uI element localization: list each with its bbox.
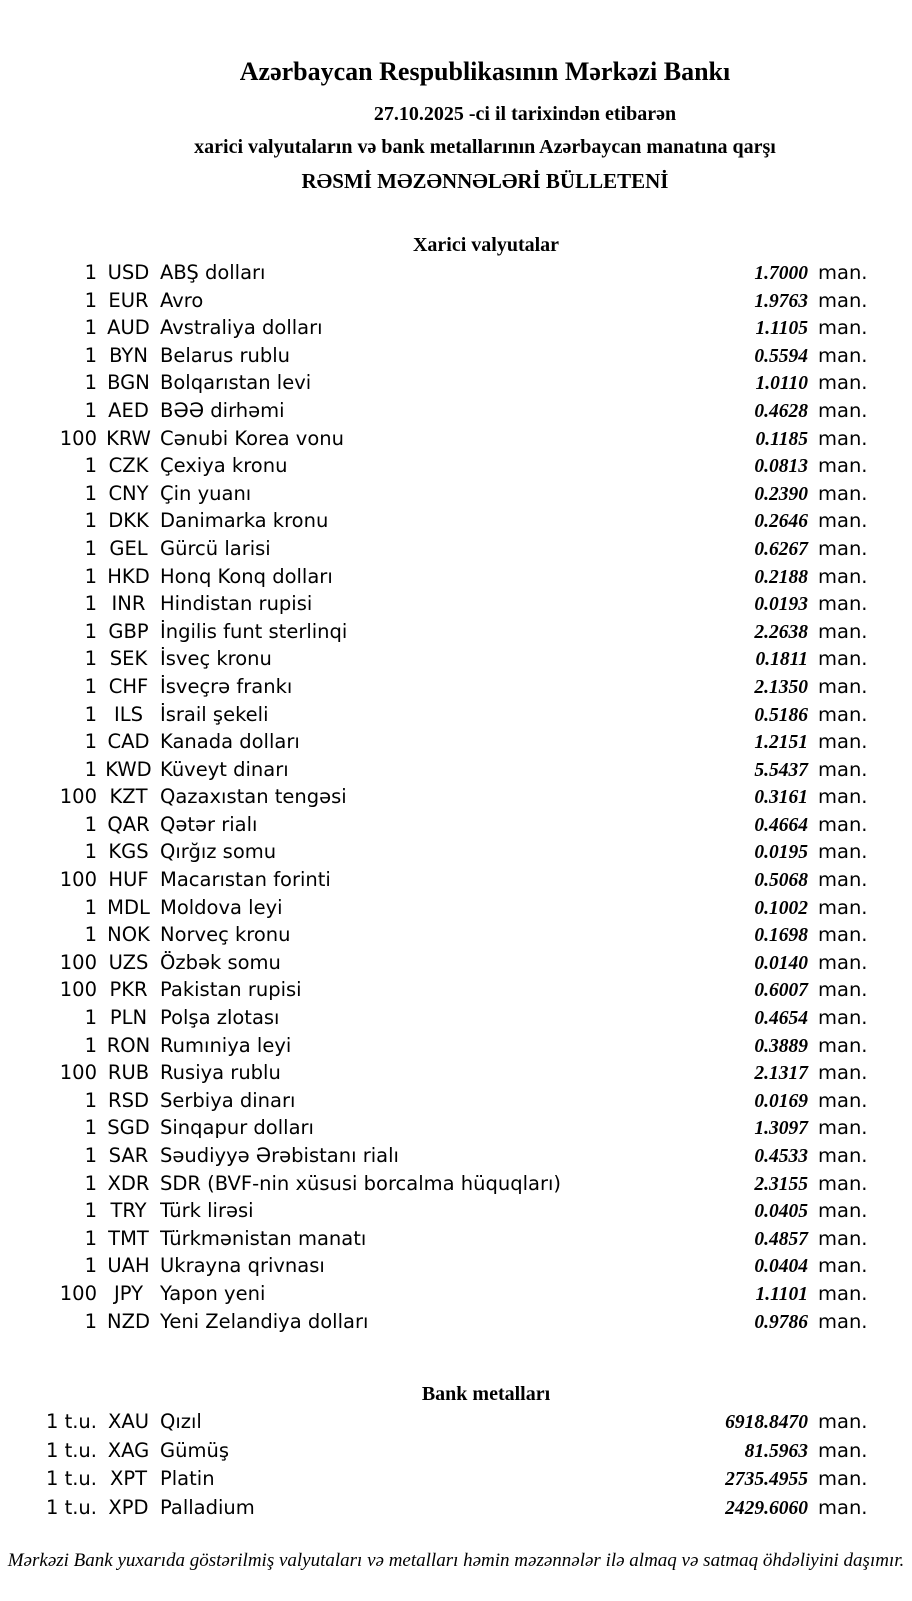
quantity-cell: 1 — [84, 923, 97, 947]
currency-row — [0, 811, 878, 839]
currency-row — [0, 1280, 878, 1308]
unit-cell: man. — [818, 702, 868, 726]
code-cell: XAG — [107, 1438, 150, 1462]
unit-cell: man. — [818, 1438, 868, 1462]
rate-cell: 0.4654 — [754, 1008, 808, 1030]
currency-row — [0, 976, 878, 1004]
rate-cell: 0.0193 — [754, 594, 808, 616]
unit-cell: man. — [818, 371, 868, 395]
quantity-cell: 1 t.u. — [45, 1467, 97, 1491]
quantity-cell: 1 t.u. — [45, 1495, 97, 1519]
metals-table — [0, 1408, 878, 1522]
currency-row — [0, 673, 878, 701]
name-cell: Türk lirəsi — [160, 1199, 254, 1223]
currency-row — [0, 618, 878, 646]
code-cell: TMT — [108, 1226, 149, 1250]
code-cell: PKR — [109, 978, 148, 1002]
code-cell: XPT — [109, 1467, 148, 1491]
name-cell: Pakistan rupisi — [160, 978, 302, 1002]
code-cell: XPD — [108, 1495, 149, 1519]
name-cell: Gümüş — [160, 1438, 229, 1462]
rate-cell: 0.2390 — [754, 483, 808, 505]
currency-row — [0, 783, 878, 811]
quantity-cell: 1 — [84, 1199, 97, 1223]
currency-row — [0, 425, 878, 453]
code-cell: SGD — [107, 1116, 150, 1140]
currency-row — [0, 397, 878, 425]
name-cell: Ukrayna qrivnası — [160, 1254, 325, 1278]
code-cell: CHF — [108, 674, 149, 698]
rate-cell: 5.5437 — [754, 759, 808, 781]
quantity-cell: 1 — [84, 1144, 97, 1167]
currency-row — [0, 535, 878, 563]
code-cell: XDR — [107, 1171, 150, 1195]
currency-row — [0, 452, 878, 480]
unit-cell: man. — [818, 1410, 868, 1434]
quantity-cell: 100 — [59, 426, 97, 450]
currency-row — [0, 1087, 878, 1115]
code-cell: CAD — [107, 730, 150, 754]
unit-cell: man. — [818, 1254, 868, 1278]
code-cell: GEL — [109, 536, 148, 560]
rate-cell: 81.5963 — [744, 1440, 808, 1462]
unit-cell: man. — [818, 288, 868, 312]
currency-row — [0, 838, 878, 866]
rate-cell: 0.2646 — [754, 511, 808, 533]
name-cell: İsveçrə frankı — [160, 674, 293, 698]
quantity-cell: 1 — [84, 371, 97, 395]
name-cell: Norveç kronu — [160, 923, 291, 947]
code-cell: BYN — [109, 343, 148, 367]
quantity-cell: 1 — [84, 812, 97, 836]
name-cell: Belarus rublu — [160, 343, 291, 367]
code-cell: NZD — [107, 1309, 150, 1333]
name-cell: İsrail şekeli — [160, 702, 269, 726]
unit-cell: man. — [818, 868, 868, 892]
currency-row — [0, 287, 878, 315]
quantity-cell: 100 — [59, 868, 97, 892]
rate-cell: 0.0813 — [754, 456, 808, 478]
unit-cell: man. — [818, 785, 868, 809]
rate-cell: 2.3155 — [754, 1173, 808, 1195]
code-cell: QAR — [107, 812, 150, 836]
quantity-cell: 1 — [84, 343, 97, 367]
code-cell: HKD — [107, 564, 150, 588]
name-cell: Hindistan rupisi — [160, 592, 313, 616]
quantity-cell: 100 — [59, 978, 97, 1002]
unit-cell: man. — [818, 1033, 868, 1057]
quantity-cell: 1 — [84, 1254, 97, 1278]
code-cell: ILS — [114, 702, 143, 726]
quantity-cell: 1 — [84, 619, 97, 643]
unit-cell: man. — [818, 426, 868, 450]
rate-cell: 0.1185 — [755, 428, 808, 450]
name-cell: Palladium — [160, 1495, 255, 1519]
code-cell: KGS — [108, 840, 149, 864]
code-cell: EUR — [108, 288, 149, 312]
quantity-cell: 1 — [84, 536, 97, 560]
name-cell: Bolqarıstan levi — [160, 371, 312, 395]
name-cell: Kanada dolları — [160, 730, 300, 754]
name-cell: Qırğız somu — [160, 840, 277, 864]
name-cell: İngilis funt sterlinqi — [160, 619, 348, 643]
currency-row — [0, 1114, 878, 1142]
bulletin-header — [0, 56, 912, 195]
unit-cell: man. — [818, 840, 868, 864]
name-cell: Macarıstan forinti — [160, 868, 331, 892]
unit-cell: man. — [818, 978, 868, 1002]
rate-cell: 0.0195 — [754, 842, 808, 864]
currency-row — [0, 645, 878, 673]
unit-cell: man. — [818, 730, 868, 754]
name-cell: Platin — [160, 1467, 215, 1491]
currency-row — [0, 728, 878, 756]
currency-row — [0, 701, 878, 729]
code-cell: UAH — [107, 1254, 150, 1278]
name-cell: Türkmənistan manatı — [160, 1226, 367, 1250]
unit-cell: man. — [818, 812, 868, 836]
code-cell: CZK — [108, 454, 149, 478]
unit-cell: man. — [818, 757, 868, 781]
rate-cell: 0.6007 — [754, 980, 808, 1002]
unit-cell: man. — [818, 1495, 868, 1519]
quantity-cell: 1 — [84, 481, 97, 505]
quantity-cell: 1 — [84, 261, 97, 284]
unit-cell: man. — [818, 923, 868, 947]
quantity-cell: 1 — [84, 1033, 97, 1057]
name-cell: ABŞ dolları — [160, 261, 266, 284]
rate-cell: 0.0405 — [754, 1201, 808, 1223]
currency-row — [0, 1197, 878, 1225]
name-cell: Moldova leyi — [160, 895, 283, 919]
rate-cell: 0.3889 — [754, 1035, 808, 1057]
unit-cell: man. — [818, 398, 868, 422]
currency-row — [0, 369, 878, 397]
quantity-cell: 1 t.u. — [45, 1410, 97, 1434]
code-cell: JPY — [114, 1281, 143, 1305]
quantity-cell: 1 — [84, 509, 97, 533]
name-cell: Cənubi Korea vonu — [160, 426, 344, 450]
quantity-cell: 100 — [59, 1281, 97, 1305]
quantity-cell: 100 — [59, 1061, 97, 1085]
name-cell: BƏƏ dirhəmi — [160, 398, 285, 422]
name-cell: Çexiya kronu — [160, 454, 288, 478]
rate-cell: 2429.6060 — [725, 1497, 808, 1519]
currency-row — [0, 259, 878, 287]
code-cell: RSD — [108, 1088, 149, 1112]
name-cell: Qazaxıstan tengəsi — [160, 785, 347, 809]
quantity-cell: 1 — [84, 1226, 97, 1250]
rate-cell: 0.1811 — [755, 649, 808, 671]
name-cell: Çin yuanı — [160, 481, 252, 505]
quantity-cell: 1 — [84, 288, 97, 312]
currency-row — [0, 949, 878, 977]
quantity-cell: 1 — [84, 1088, 97, 1112]
currency-row — [0, 590, 878, 618]
unit-cell: man. — [818, 619, 868, 643]
name-cell: Qızıl — [160, 1410, 202, 1434]
currency-row — [0, 921, 878, 949]
metal-row — [0, 1437, 878, 1466]
name-cell: Küveyt dinarı — [160, 757, 289, 781]
effective-date-line: 27.10.2025 -ci il tarixindən etibarən — [373, 103, 677, 125]
rate-cell: 0.4857 — [754, 1228, 808, 1250]
currency-row — [0, 866, 878, 894]
quantity-cell: 1 — [84, 757, 97, 781]
unit-cell: man. — [818, 1467, 868, 1491]
metal-row — [0, 1494, 878, 1523]
name-cell: Sinqapur dolları — [160, 1116, 314, 1140]
name-cell: Danimarka kronu — [160, 509, 329, 533]
currency-row — [0, 1059, 878, 1087]
unit-cell: man. — [818, 316, 868, 340]
quantity-cell: 1 — [84, 1171, 97, 1195]
unit-cell: man. — [818, 1061, 868, 1085]
bulletin-title: RƏSMİ MƏZƏNNƏLƏRİ BÜLLETENİ — [301, 169, 669, 193]
name-cell: Avro — [160, 288, 204, 312]
currency-row — [0, 1032, 878, 1060]
rate-cell: 0.4533 — [754, 1146, 808, 1167]
quantity-cell: 1 — [84, 895, 97, 919]
rate-cell: 0.1698 — [754, 925, 808, 947]
code-cell: RUB — [107, 1061, 150, 1085]
rate-cell: 0.4628 — [754, 400, 808, 422]
quantity-cell: 100 — [59, 785, 97, 809]
name-cell: Səudiyyə Ərəbistanı rialı — [160, 1144, 399, 1167]
code-cell: UZS — [108, 950, 149, 974]
currency-row — [0, 480, 878, 508]
rate-cell: 1.3097 — [754, 1118, 808, 1140]
quantity-cell: 1 — [84, 592, 97, 616]
name-cell: Serbiya dinarı — [160, 1088, 296, 1112]
currency-row — [0, 1308, 878, 1336]
unit-cell: man. — [818, 1199, 868, 1223]
rate-cell: 1.2151 — [754, 732, 808, 754]
unit-cell: man. — [818, 1006, 868, 1030]
currency-row — [0, 1142, 878, 1170]
rate-cell: 1.1105 — [755, 318, 808, 340]
rate-cell: 0.4664 — [754, 814, 808, 836]
metal-row — [0, 1465, 878, 1494]
quantity-cell: 1 — [84, 702, 97, 726]
name-cell: Qətər rialı — [160, 812, 258, 836]
quantity-cell: 1 — [84, 840, 97, 864]
unit-cell: man. — [818, 674, 868, 698]
currency-row — [0, 1225, 878, 1253]
unit-cell: man. — [818, 536, 868, 560]
currency-row — [0, 894, 878, 922]
code-cell: PLN — [109, 1006, 148, 1030]
rate-cell: 1.1101 — [755, 1283, 808, 1305]
name-cell: Gürcü larisi — [160, 536, 271, 560]
unit-cell: man. — [818, 1171, 868, 1195]
code-cell: HUF — [108, 868, 149, 892]
quantity-cell: 1 — [84, 398, 97, 422]
name-cell: İsveç kronu — [160, 647, 272, 671]
unit-cell: man. — [818, 1116, 868, 1140]
unit-cell: man. — [818, 261, 868, 284]
unit-cell: man. — [818, 1144, 868, 1167]
code-cell: BGN — [107, 371, 150, 395]
rate-cell: 2.1317 — [754, 1063, 808, 1085]
quantity-cell: 100 — [59, 950, 97, 974]
unit-cell: man. — [818, 343, 868, 367]
code-cell: RON — [106, 1033, 151, 1057]
rate-cell: 0.3161 — [754, 787, 808, 809]
code-cell: TRY — [110, 1199, 147, 1223]
quantity-cell: 1 t.u. — [45, 1438, 97, 1462]
unit-cell: man. — [818, 1226, 868, 1250]
unit-cell: man. — [818, 895, 868, 919]
unit-cell: man. — [818, 950, 868, 974]
unit-cell: man. — [818, 564, 868, 588]
code-cell: AED — [108, 398, 149, 422]
code-cell: CNY — [108, 481, 149, 505]
code-cell: GBP — [108, 619, 149, 643]
rate-cell: 0.0140 — [754, 952, 808, 974]
currency-row — [0, 314, 878, 342]
quantity-cell: 1 — [84, 1116, 97, 1140]
currency-row — [0, 1170, 878, 1198]
bank-title: Azərbaycan Respublikasının Mərkəzi Bankı — [239, 57, 731, 86]
quantity-cell: 1 — [84, 454, 97, 478]
unit-cell: man. — [818, 481, 868, 505]
code-cell: INR — [111, 592, 146, 616]
quantity-cell: 1 — [84, 1006, 97, 1030]
rate-cell: 0.6267 — [754, 538, 808, 560]
name-cell: Honq Konq dolları — [160, 564, 333, 588]
code-cell: DKK — [108, 509, 149, 533]
name-cell: SDR (BVF-nin xüsusi borcalma hüquqları) — [160, 1171, 562, 1195]
unit-cell: man. — [818, 647, 868, 671]
unit-cell: man. — [818, 1309, 868, 1333]
rate-cell: 0.2188 — [754, 566, 808, 588]
rate-cell: 0.1002 — [754, 897, 808, 919]
rate-cell: 2.2638 — [754, 621, 808, 643]
rate-cell: 0.9786 — [754, 1311, 808, 1333]
name-cell: Polşa zlotası — [160, 1006, 280, 1030]
quantity-cell: 1 — [84, 564, 97, 588]
quantity-cell: 1 — [84, 647, 97, 671]
code-cell: KWD — [105, 757, 152, 781]
currencies-table — [0, 259, 878, 1335]
code-cell: XAU — [108, 1410, 149, 1434]
code-cell: KZT — [109, 785, 148, 809]
name-cell: Yeni Zelandiya dolları — [160, 1309, 369, 1333]
code-cell: KRW — [106, 426, 151, 450]
currency-row — [0, 507, 878, 535]
currency-row — [0, 1004, 878, 1032]
rate-cell: 0.5068 — [754, 870, 808, 892]
currency-row — [0, 563, 878, 591]
rate-cell: 1.9763 — [754, 290, 808, 312]
rate-cell: 0.0169 — [754, 1090, 808, 1112]
code-cell: SEK — [109, 647, 148, 671]
rate-cell: 6918.8470 — [725, 1412, 808, 1434]
unit-cell: man. — [818, 509, 868, 533]
code-cell: NOK — [107, 923, 150, 947]
unit-cell: man. — [818, 592, 868, 616]
rate-cell: 1.7000 — [754, 263, 808, 284]
metals-section-title: Bank metalları — [421, 1383, 551, 1406]
currency-row — [0, 1252, 878, 1280]
footer-note: Mərkəzi Bank yuxarıda göstərilmiş valyutaları və metalları həmin məzənnələr ilə almaq və satmaq öhdəliyini daşımır. — [7, 1549, 905, 1571]
currencies-section-title: Xarici valyutalar — [412, 234, 560, 256]
code-cell: MDL — [107, 895, 150, 919]
metal-row — [0, 1408, 878, 1437]
subject-line: xarici valyutaların və bank metallarının Azərbaycan manatına qarşı — [194, 136, 776, 158]
name-cell: Avstraliya dolları — [160, 316, 323, 340]
quantity-cell: 1 — [84, 674, 97, 698]
quantity-cell: 1 — [84, 730, 97, 754]
rate-cell: 1.0110 — [755, 373, 808, 395]
name-cell: Özbək somu — [160, 950, 281, 974]
quantity-cell: 1 — [84, 1309, 97, 1333]
code-cell: SAR — [108, 1144, 149, 1167]
code-cell: AUD — [107, 316, 150, 340]
unit-cell: man. — [818, 1088, 868, 1112]
rate-cell: 2.1350 — [754, 676, 808, 698]
code-cell: USD — [107, 261, 150, 284]
rate-cell: 0.5594 — [754, 345, 808, 367]
unit-cell: man. — [818, 454, 868, 478]
name-cell: Yapon yeni — [160, 1281, 266, 1305]
name-cell: Rusiya rublu — [160, 1061, 281, 1085]
rate-cell: 0.5186 — [754, 704, 808, 726]
quantity-cell: 1 — [84, 316, 97, 340]
currency-row — [0, 342, 878, 370]
name-cell: Rumıniya leyi — [160, 1033, 292, 1057]
currency-row — [0, 756, 878, 784]
unit-cell: man. — [818, 1281, 868, 1305]
rate-cell: 2735.4955 — [725, 1469, 808, 1491]
rate-cell: 0.0404 — [754, 1256, 808, 1278]
